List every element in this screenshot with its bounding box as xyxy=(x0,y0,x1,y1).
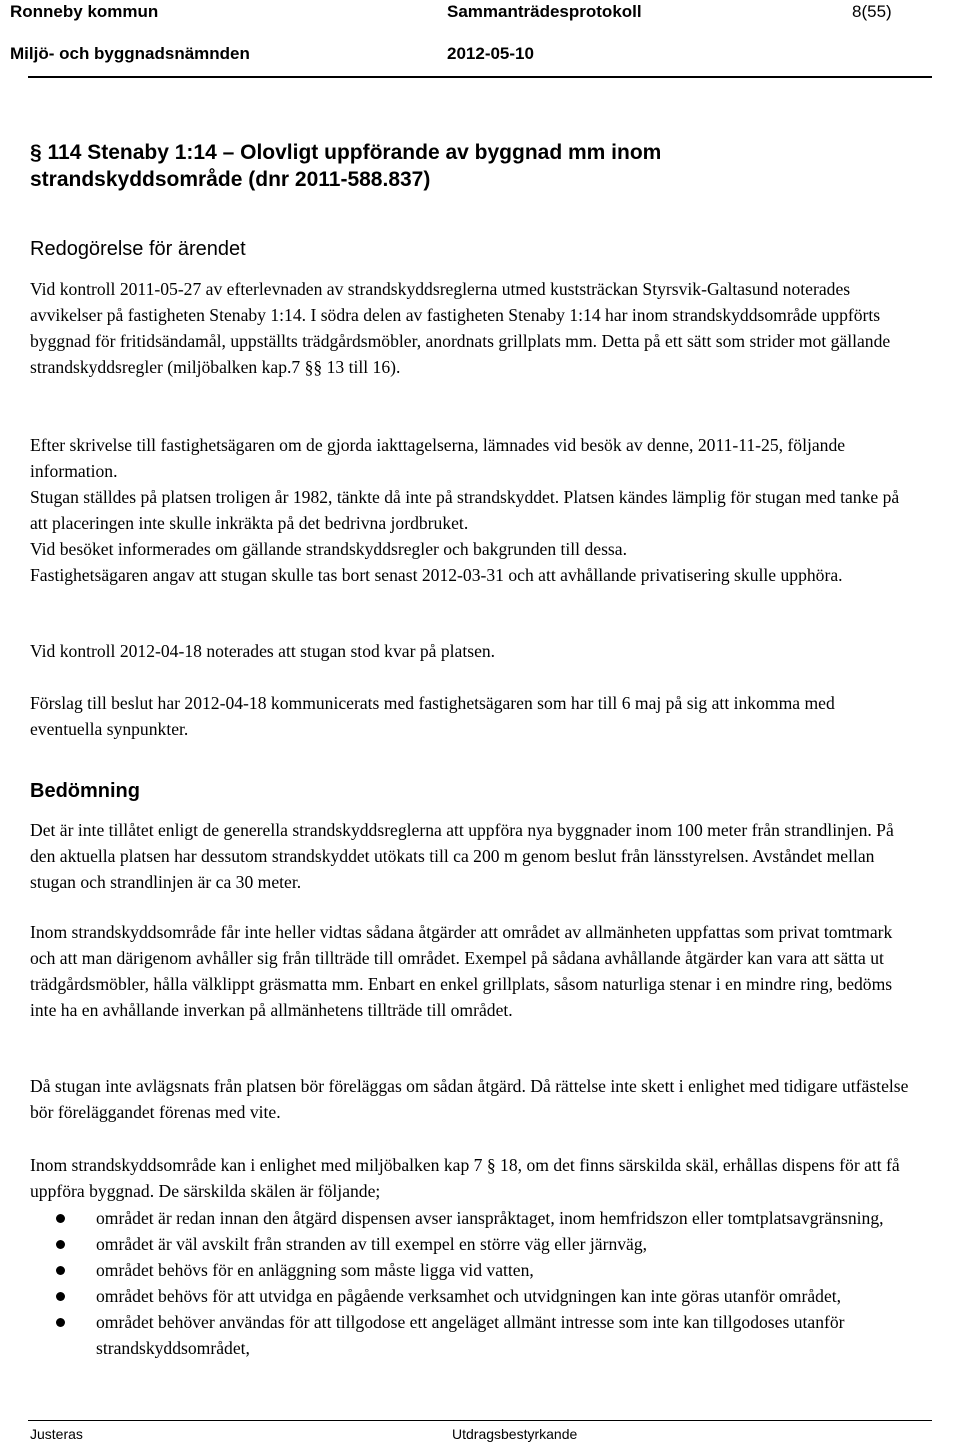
footer-utdragsbestyrkande: Utdragsbestyrkande xyxy=(452,1426,578,1442)
bullet-icon xyxy=(56,1266,65,1275)
header-committee: Miljö- och byggnadsnämnden xyxy=(10,44,250,63)
list-item-text: området behövs för en anläggning som måste ligga vid vatten, xyxy=(96,1260,534,1280)
list-item xyxy=(30,1231,910,1257)
list-item xyxy=(30,1205,910,1231)
paragraph-text: Vid kontroll 2012-04-18 noterades att stugan stod kvar på platsen. xyxy=(30,641,496,661)
bedomning-paragraph-2 xyxy=(30,919,910,1023)
special-reasons-list xyxy=(30,1205,910,1361)
section-heading-bedomning: Bedömning xyxy=(30,780,140,802)
list-item-text: området behöver användas för att tillgodose ett angeläget allmänt intresse som inte kan tillgodoses utanför strandskyddsområdet, xyxy=(96,1312,845,1358)
list-item-text: området är väl avskilt från stranden av till exempel en större väg eller järnväg, xyxy=(96,1234,648,1254)
item-title-line-1: § 114 Stenaby 1:14 – Olovligt uppförande av byggnad mm inom xyxy=(30,141,662,164)
paragraph-text: Då stugan inte avlägsnats från platsen bör föreläggas om sådan åtgärd. Då rättelse inte skett i enlighet med tidigare utfästelse bör föreläggandet förenas med vite. xyxy=(30,1076,909,1122)
bullet-icon xyxy=(56,1318,65,1327)
paragraph-text: Förslag till beslut har 2012-04-18 kommunicerats med fastighetsägaren som har till 6 maj på sig att inkomma med eventuella synpunkter. xyxy=(30,693,835,739)
bullet-icon xyxy=(56,1240,65,1249)
paragraph-text: Vid besöket informerades om gällande strandskyddsregler och bakgrunden till dessa. xyxy=(30,539,627,559)
redogorelse-paragraph-4 xyxy=(30,690,910,742)
footer-rule xyxy=(28,1420,932,1421)
redogorelse-paragraph-1 xyxy=(30,276,910,380)
paragraph-text: Inom strandskyddsområde kan i enlighet med miljöbalken kap 7 § 18, om det finns särskilda skäl, erhållas dispens för att få uppföra byggnad. De särskilda skälen är följande; xyxy=(30,1155,900,1201)
section-heading-redogorelse: Redogörelse för ärendet xyxy=(30,238,246,260)
paragraph-text: Det är inte tillåtet enligt de generella strandskyddsreglerna att uppföra nya byggnader inom 100 meter från strandlinjen. På den aktuella platsen har dessutom strandskyddet utökats till ca 200 m genom beslut från länsstyrelsen. Avståndet mellan stugan och strandlinjen är ca 30 meter. xyxy=(30,820,894,892)
list-item xyxy=(30,1283,910,1309)
header-doc-type: Sammanträdesprotokoll xyxy=(447,2,642,21)
footer-justeras: Justeras xyxy=(30,1426,83,1442)
header-org: Ronneby kommun xyxy=(10,2,159,21)
item-title-line-2: strandskyddsområde (dnr 2011-588.837) xyxy=(30,168,431,191)
list-item-text: området behövs för att utvidga en pågående verksamhet och utvidgningen kan inte göras utanför området, xyxy=(96,1286,842,1306)
bullet-icon xyxy=(56,1214,65,1223)
redogorelse-paragraph-3 xyxy=(30,638,910,664)
bedomning-paragraph-3 xyxy=(30,1073,910,1125)
header-page-number: 8(55) xyxy=(852,2,892,21)
list-item xyxy=(30,1257,910,1283)
paragraph-text: Efter skrivelse till fastighetsägaren om de gjorda iakttagelserna, lämnades vid besök av denne, 2011-11-25, följande information. xyxy=(30,435,846,481)
redogorelse-paragraph-2 xyxy=(30,432,910,588)
bedomning-paragraph-1 xyxy=(30,817,910,895)
paragraph-text: Inom strandskyddsområde får inte heller vidtas sådana åtgärder att området av allmänheten uppfattas som privat tomtmark och att man därigenom avhåller sig från tillträde till området. Exempel på sådana avhållande åtgärder kan vara att sätta ut trädgårdsmöbler, hålla välklippt gräsmatta mm. Enbart en enkel grillplats, såsom naturliga stenar i en mindre ring, bedöms inte ha en avhållande inverkan på allmänhetens tillträde till området. xyxy=(30,922,893,1020)
paragraph-text: Fastighetsägaren angav att stugan skulle tas bort senast 2012-03-31 och att avhållande privatisering skulle upphöra. xyxy=(30,565,843,585)
bullet-icon xyxy=(56,1292,65,1301)
paragraph-text: Stugan ställdes på platsen troligen år 1982, tänkte då inte på strandskyddet. Platsen kändes lämplig för stugan med tanke på att placeringen inte skulle inkräkta på det bedrivna jordbruket. xyxy=(30,487,900,533)
bedomning-paragraph-4 xyxy=(30,1152,910,1204)
paragraph-text: Vid kontroll 2011-05-27 av efterlevnaden av strandskyddsreglerna utmed kuststräckan Styrsvik-Galtasund noterades avvikelser på fastigheten Stenaby 1:14. I södra delen av fastigheten Stenaby 1:14 har inom strandskyddsområde uppförts byggnad för fritidsändamål, uppställts trädgårdsmöbler, anordnats grillplats mm. Detta på ett sätt som strider mot gällande strandskyddsregler (miljöbalken kap.7 §§ 13 till 16). xyxy=(30,279,891,377)
header-date: 2012-05-10 xyxy=(447,44,534,63)
header-rule xyxy=(28,76,932,78)
list-item xyxy=(30,1309,910,1361)
list-item-text: området är redan innan den åtgärd dispensen avser ianspråktaget, inom hemfridszon eller tomtplatsavgränsning, xyxy=(96,1208,884,1228)
